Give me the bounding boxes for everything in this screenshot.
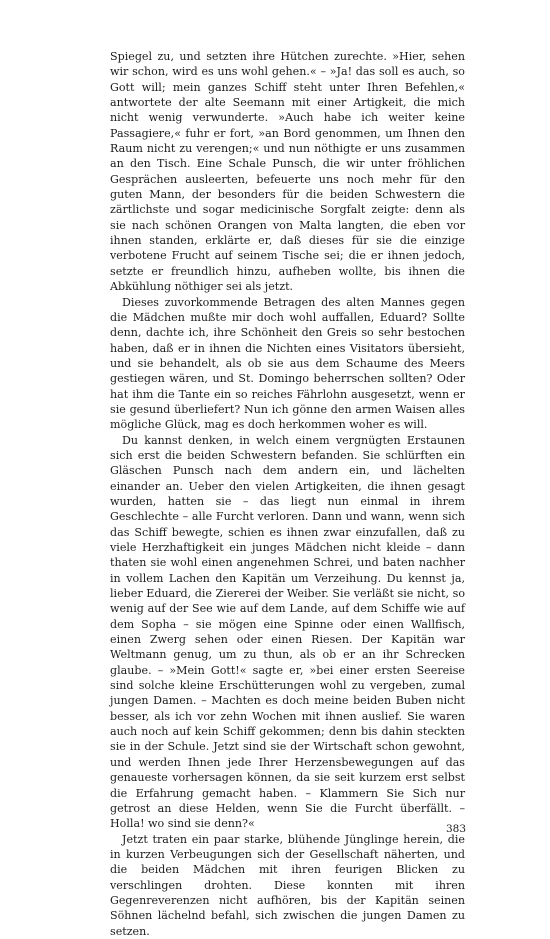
page-number: 383 xyxy=(445,823,466,835)
paragraph-2: Dieses zuvorkommende Betragen des alten Mannes gegen die Mädchen mußte mir doch wohl auffallen, Eduard? Sollte denn, dachte ich, ihre Schönheit den Greis so sehr bestochen haben, daß er in ihnen die Nichten eines Visitators übersieht, und sie behandelt, als ob sie aus dem Schaume des Meers gestiegen wären, und St. Domingo beherrschen sollten? Oder hat ihm die Tante ein so reiches Fährlohn ausgesetzt, wenn er sie gesund überliefert? Nun ich gönne den armen Waisen alles mögliche Glück, mag es doch herkommen woher es will. xyxy=(110,295,465,432)
page-body xyxy=(110,49,465,939)
paragraph-3: Du kannst denken, in welch einem vergnügten Erstaunen sich erst die beiden Schwestern befanden. Sie schlürften ein Gläschen Punsch nach dem andern ein, und lächelten einander an. Ueber den vielen Artigkeiten, die ihnen gesagt wurden, hatten sie – das liegt nun einmal in ihrem Geschlechte – alle Furcht verloren. Dann und wann, wenn sich das Schiff bewegte, schien es ihnen zwar einzufallen, daß zu viele Herzhaftigkeit ein junges Mädchen nicht kleide – dann thaten sie wohl einen angenehmen Schrei, und baten nachher in vollem Lachen den Kapitän um Verzeihung. Du kennst ja, lieber Eduard, die Ziererei der Weiber. Sie verläßt sie nicht, so wenig auf der See wie auf dem Lande, auf dem Schiffe wie auf dem Sopha – sie mögen eine Spinne oder einen Wallfisch, einen Zwerg sehen oder einen Riesen. Der Kapitän war Weltmann genug, um zu thun, als ob er an ihr Schrecken glaube. – »Mein Gott!« sagte er, »bei einer ersten Seereise sind solche kleine Erschütterungen wohl zu vergeben, zumal jungen Damen. – Machten es doch meine beiden Buben nicht besser, als ich vor zehn Wochen mit ihnen auslief. Sie waren auch noch auf kein Schiff gekommen; denn bis dahin steckten sie in der Schule. Jetzt sind sie der Wirtschaft schon gewohnt, und werden Ihnen jede Ihrer Herzensbewegungen auf das genaueste vorhersagen können, da sie seit kurzem erst selbst die Erfahrung gemacht haben. – Klammern Sie Sich nur getrost an diese Helden, wenn Sie die Furcht überfällt. – Holla! wo sind sie denn?« xyxy=(110,433,465,831)
paragraph-4: Jetzt traten ein paar starke, blühende Jünglinge herein, die in kurzen Verbeugungen sich der Gesellschaft näherten, und die beiden Mädchen mit ihren feurigen Blicken zu verschlingen drohten. Diese konnten mit ihren Gegenreverenzen nicht aufhören, bis der Kapitän seinen Söhnen lächelnd befahl, sich zwischen die jungen Damen zu setzen. xyxy=(110,832,465,938)
paragraph-1: Spiegel zu, und setzten ihre Hütchen zurechte. »Hier, sehen wir schon, wird es uns wohl gehen.« – »Ja! das soll es auch, so Gott will; mein ganzes Schiff steht unter Ihren Befehlen,« antwortete der alte Seemann mit einer Artigkeit, die mich nicht wenig verwunderte. »Auch habe ich weiter keine Passagiere,« fuhr er fort, »an Bord genommen, um Ihnen den Raum nicht zu verengen;« und nun nöthigte er uns zusammen an den Tisch. Eine Schale Punsch, die wir unter fröhlichen Gesprächen ausleerten, befeuerte uns noch mehr für den guten Mann, der besonders für die beiden Schwestern die zärtlichste und sogar medicinische Sorgfalt zeigte: denn als sie nach schönen Orangen von Malta langten, die eben vor ihnen standen, erklärte er, daß dieses für sie die einzige verbotene Frucht auf seinem Tische sei; die er ihnen jedoch, setzte er freundlich hinzu, aufheben wollte, bis ihnen die Abkühlung nöthiger sei als jetzt. xyxy=(110,50,465,294)
